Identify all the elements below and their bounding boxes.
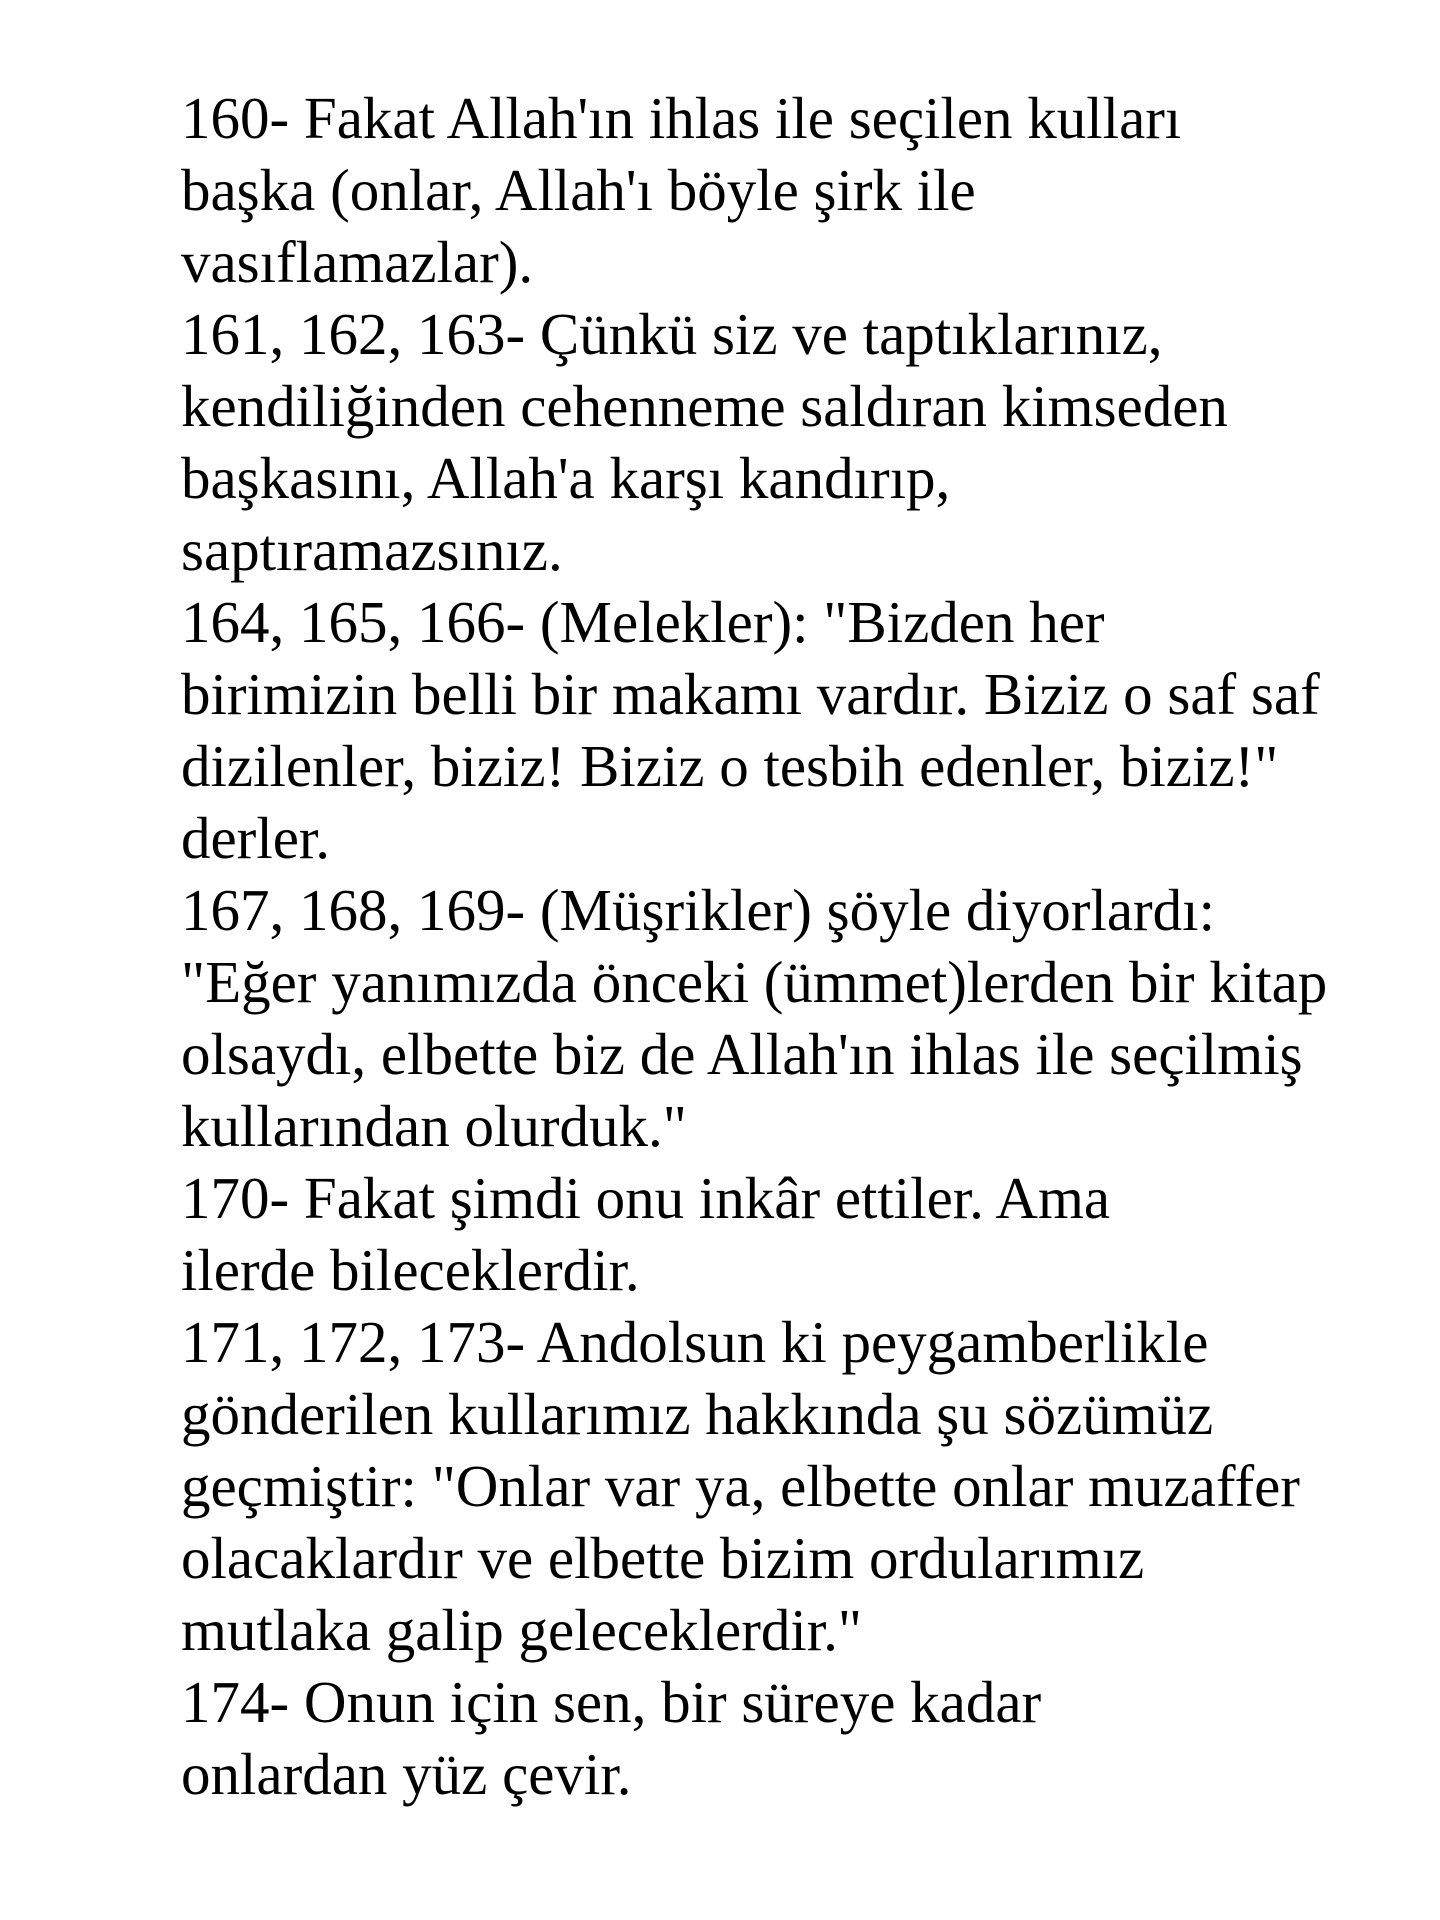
text-line: vasıflamazlar).	[181, 229, 534, 295]
verse-174	[84, 1666, 1384, 1810]
text-line: mutlaka galip geleceklerdir."	[181, 1597, 863, 1663]
text-line: derler.	[181, 805, 331, 871]
text-line: kullarından olurduk."	[181, 1093, 687, 1159]
text-line: onlardan yüz çevir.	[181, 1741, 632, 1807]
text-line: 161, 162, 163- Çünkü siz ve taptıklarınız,	[181, 301, 1163, 367]
verse-160	[84, 82, 1384, 298]
text-line: başkasını, Allah'a karşı kandırıp,	[181, 445, 951, 511]
text-line: olsaydı, elbette biz de Allah'ın ihlas ile seçilmiş	[181, 1021, 1303, 1087]
text-line: ilerde bileceklerdir.	[181, 1237, 640, 1303]
text-line: olacaklardır ve elbette bizim ordularımız	[181, 1525, 1145, 1591]
text-line: 174- Onun için sen, bir süreye kadar	[181, 1669, 1042, 1735]
text-line: gönderilen kullarımız hakkında şu sözümüz	[181, 1381, 1214, 1447]
verse-164-166	[84, 586, 1384, 874]
text-line: 164, 165, 166- (Melekler): "Bizden her	[181, 589, 1105, 655]
text-line: başka (onlar, Allah'ı böyle şirk ile	[181, 157, 976, 223]
text-line: kendiliğinden cehenneme saldıran kimseden	[181, 373, 1228, 439]
text-line: 160- Fakat Allah'ın ihlas ile seçilen kulları	[181, 85, 1182, 151]
verse-170	[84, 1162, 1384, 1306]
text-line: saptıramazsınız.	[181, 517, 563, 583]
verse-171-173	[84, 1306, 1384, 1666]
document-page	[84, 82, 1384, 1810]
verse-167-169	[84, 874, 1384, 1162]
text-line: geçmiştir: "Onlar var ya, elbette onlar muzaffer	[181, 1453, 1300, 1519]
text-line: birimizin belli bir makamı vardır. Biziz o saf saf	[181, 661, 1320, 727]
text-line: 171, 172, 173- Andolsun ki peygamberlikle	[181, 1309, 1209, 1375]
text-line: "Eğer yanımızda önceki (ümmet)lerden bir kitap	[181, 949, 1328, 1015]
text-line: dizilenler, biziz! Biziz o tesbih edenler, biziz!"	[181, 733, 1279, 799]
verse-161-163	[84, 298, 1384, 586]
text-line: 170- Fakat şimdi onu inkâr ettiler. Ama	[181, 1165, 1111, 1231]
text-line: 167, 168, 169- (Müşrikler) şöyle diyorlardı:	[181, 877, 1215, 943]
